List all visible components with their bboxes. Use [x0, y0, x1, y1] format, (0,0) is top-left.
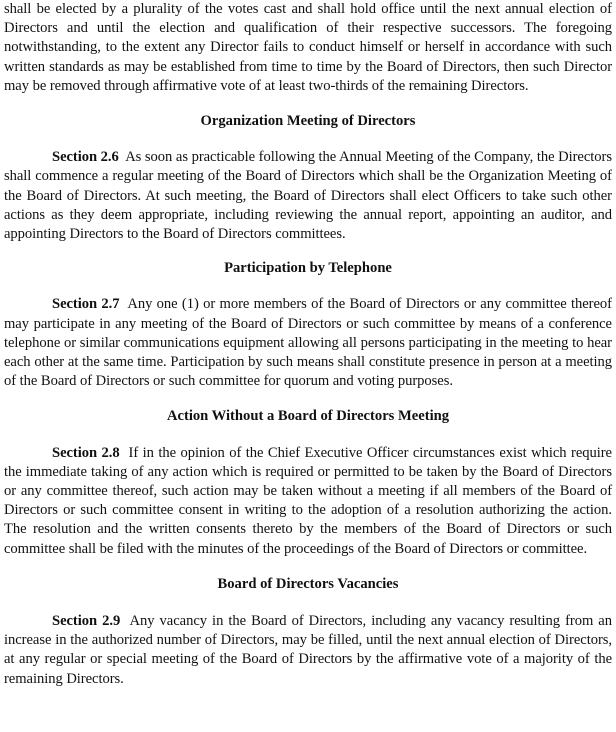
section-label: Section 2.8	[52, 444, 120, 461]
continuation-paragraph: shall be elected by a plurality of the votes cast and shall hold office until the next annual election of Directors and until the election and qualification of their respective successors. The foregoing notwithstanding, to the extent any Director fails to conduct himself or herself in accordance with such written standards as may be established from time to time by the Board of Directors, then such Director may be removed through affirmative vote of at least two-thirds of the remaining Directors.	[4, 1, 612, 94]
section-text: If in the opinion of the Chief Executive Officer circumstances exist which require the immediate taking of any action which is required or permitted to be taken by the Board of Directors or any committee thereof, such action may be taken without a meeting if all members of the Board of Directors or such committee consent in writing to the adoption of a resolution authorizing the action. The resolution and the written consents thereto by the members of the Board of Directors or such committee shall be filed with the minutes of the proceedings of the Board of Directors or committee.	[4, 444, 612, 557]
section-paragraph-2-6	[4, 148, 612, 244]
section-label: Section 2.9	[52, 613, 121, 630]
section-text: As soon as practicable following the Annual Meeting of the Company, the Directors shall commence a regular meeting of the Board of Directors which shall be the Organization Meeting of the Board of Directors. At such meeting, the Board of Directors shall elect Officers to take such other actions as they deem appropriate, including reviewing the annual report, appointing an auditor, and appointing Directors to the Board of Directors committees.	[4, 149, 612, 243]
section-heading-board-vacancies: Board of Directors Vacancies	[217, 575, 399, 592]
section-paragraph-2-7	[4, 295, 612, 391]
section-text: Any vacancy in the Board of Directors, including any vacancy resulting from an increase in the authorized number of Directors, may be filled, until the next annual election of Directors, at any regular or special meeting of the Board of Directors by the affirmative vote of a majority of the remaining Directors.	[4, 613, 612, 687]
section-heading-organization-meeting: Organization Meeting of Directors	[200, 113, 416, 130]
section-label: Section 2.6	[52, 149, 119, 166]
section-label: Section 2.7	[52, 296, 120, 313]
section-heading-participation-by-telephone: Participation by Telephone	[224, 260, 392, 277]
section-text: Any one (1) or more members of the Board of Directors or any committee thereof may participate in any meeting of the Board of Directors or such committee by means of a conference telephone or similar communications equipment allowing all persons participating in the meeting to hear each other at the same time. Participation by such means shall constitute presence in person at a meeting of the Board of Directors or such committee for quorum and voting purposes.	[4, 296, 612, 390]
section-paragraph-2-8	[4, 444, 612, 559]
section-heading-action-without-meeting: Action Without a Board of Directors Meeting	[166, 408, 450, 425]
section-paragraph-2-9	[4, 612, 612, 689]
